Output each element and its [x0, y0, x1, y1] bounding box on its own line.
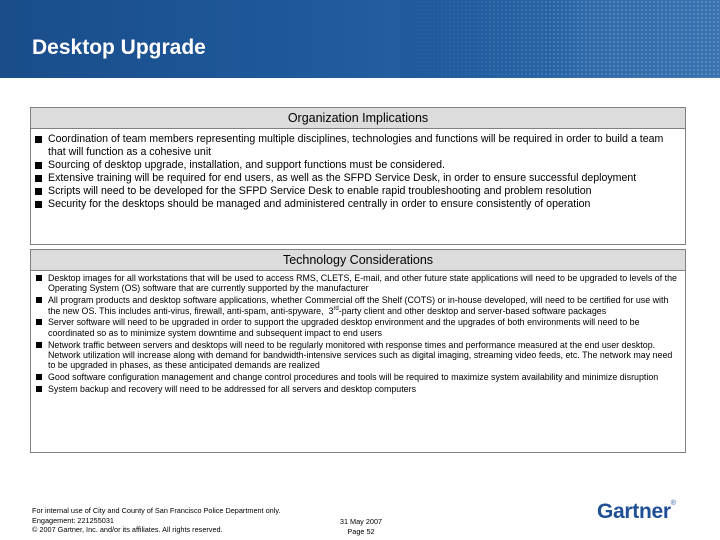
list-item: Good software configuration management and change control procedures and tools will be required to maximize system availability and minimize disruption: [48, 372, 681, 382]
square-bullet-icon: [36, 386, 42, 392]
technology-list: [31, 271, 685, 394]
list-item: Security for the desktops should be managed and administered centrally in order to ensure consistently of operation: [48, 198, 675, 211]
list-item: All program products and desktop software applications, whether Commercial off the Shelf (COTS) or in-house developed, will need to be certified for use with the new OS. This includes anti-virus, firewall, anti-spam, anti-spyware, 3rd-party client and other desktop and server-based software packages: [48, 295, 681, 316]
footer-date-page: [337, 517, 385, 536]
header-banner: [0, 0, 720, 78]
square-bullet-icon: [35, 162, 42, 169]
square-bullet-icon: [35, 201, 42, 208]
gartner-logo: Gartner®: [597, 500, 676, 523]
organization-list: [31, 129, 685, 211]
square-bullet-icon: [36, 275, 42, 281]
organization-heading: Organization Implications: [31, 108, 685, 129]
square-bullet-icon: [36, 342, 42, 348]
list-item: Sourcing of desktop upgrade, installation, and support functions must be considered.: [48, 159, 675, 172]
footer-copyright: © 2007 Gartner, Inc. and/or its affiliates. All rights reserved.: [32, 525, 223, 535]
list-item: Network traffic between servers and desktops will need to be regularly monitored with response times and performance measured at the end user desktop. Network utilization will increase along with demand for bandwidth-intensive services such as digital imaging, streaming video feeds, etc. The network may need to be upgraded in phases, as these anticipated demands are realized: [48, 340, 681, 371]
footer-date: 31 May 2007: [339, 517, 383, 526]
organization-implications-box: [30, 107, 686, 245]
technology-considerations-box: [30, 249, 686, 453]
footer-page-number: Page 52: [347, 526, 375, 536]
list-item: Scripts will need to be developed for the SFPD Service Desk to enable rapid troubleshooting and problem resolution: [48, 185, 675, 198]
footer-usage-note: For internal use of City and County of San Francisco Police Department only.: [32, 506, 281, 515]
page-title: Desktop Upgrade: [32, 36, 206, 59]
list-item: Extensive training will be required for end users, as well as the SFPD Service Desk, in order to ensure successful deployment: [48, 172, 675, 185]
registered-mark: ®: [670, 500, 676, 507]
square-bullet-icon: [35, 175, 42, 182]
list-item: Desktop images for all workstations that will be used to access RMS, CLETS, E-mail, and other future state applications will need to be upgraded to levels of the Operating System (OS) software that are currently supported by the manufacturer: [48, 273, 681, 294]
square-bullet-icon: [36, 374, 42, 380]
square-bullet-icon: [35, 136, 42, 143]
list-item: Coordination of team members representing multiple disciplines, technologies and functions will be required in order to build a team that will function as a cohesive unit: [48, 133, 675, 158]
square-bullet-icon: [36, 319, 42, 325]
footer-engagement: Engagement: 221255031: [32, 515, 114, 525]
square-bullet-icon: [36, 297, 42, 303]
list-item: System backup and recovery will need to be addressed for all servers and desktop computers: [48, 384, 681, 394]
technology-heading: Technology Considerations: [31, 250, 685, 271]
footer-legal: [32, 506, 280, 535]
square-bullet-icon: [35, 188, 42, 195]
list-item: Server software will need to be upgraded in order to support the upgraded desktop environment and the upgrades of both environments will need to be coordinated so as to minimize system downtime and subsequent impact to end users: [48, 317, 681, 338]
